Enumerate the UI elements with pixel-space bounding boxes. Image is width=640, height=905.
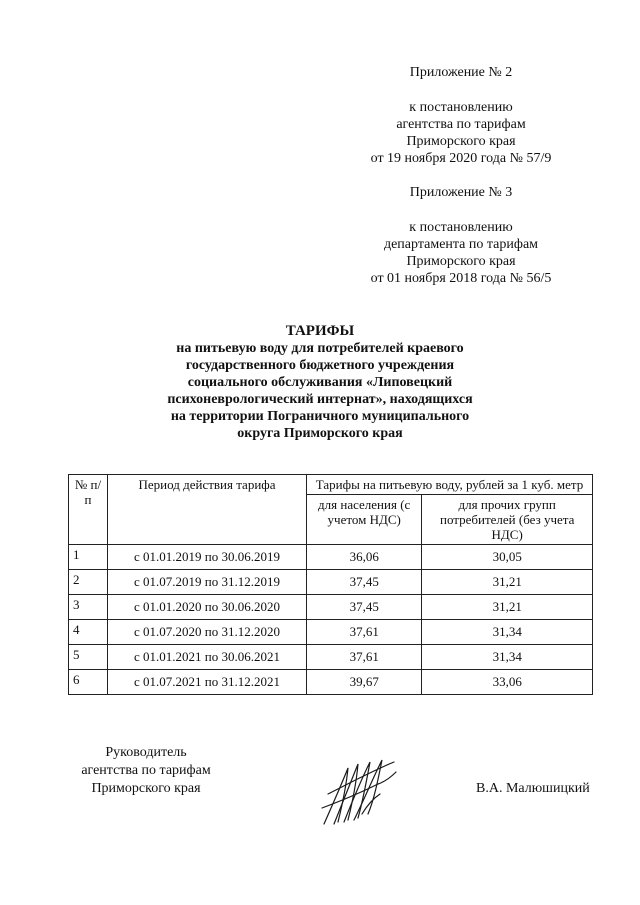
row-period: с 01.07.2019 по 31.12.2019 — [108, 570, 307, 595]
signatory-position-line: Руководитель — [105, 745, 187, 760]
appendix-3-block — [336, 184, 586, 287]
document-subtitle-line: психоневрологический интернат», находящихся — [167, 392, 473, 407]
document-subtitle-line: округа Приморского края — [237, 426, 403, 441]
row-other-tariff: 33,06 — [422, 670, 593, 695]
row-other-tariff: 31,34 — [422, 620, 593, 645]
document-subtitle-line: на территории Пограничного муниципального — [170, 409, 470, 424]
row-number: 3 — [69, 595, 108, 620]
row-other-tariff: 31,34 — [422, 645, 593, 670]
row-population-tariff: 36,06 — [307, 545, 422, 570]
table-row — [69, 620, 593, 645]
appendix-2-line: от 19 ноября 2020 года № 57/9 — [370, 151, 552, 166]
table-row — [69, 570, 593, 595]
document-subtitle-line: социального обслуживания «Липовецкий — [187, 375, 453, 390]
row-population-tariff: 37,45 — [307, 595, 422, 620]
header-population: для населения (с учетом НДС) — [307, 495, 422, 545]
row-other-tariff: 31,21 — [422, 595, 593, 620]
appendix-2-line: Приморского края — [406, 134, 516, 149]
row-period: с 01.07.2020 по 31.12.2020 — [108, 620, 307, 645]
signatory-position — [66, 744, 226, 798]
row-period: с 01.01.2021 по 30.06.2021 — [108, 645, 307, 670]
appendix-2-block — [336, 64, 586, 167]
appendix-3-line: департамента по тарифам — [383, 237, 539, 252]
row-number: 2 — [69, 570, 108, 595]
row-number: 4 — [69, 620, 108, 645]
row-other-tariff: 31,21 — [422, 570, 593, 595]
header-number: № п/п — [69, 475, 108, 545]
signatory-position-line: агентства по тарифам — [81, 763, 211, 778]
row-number: 1 — [69, 545, 108, 570]
row-number: 5 — [69, 645, 108, 670]
row-population-tariff: 37,61 — [307, 645, 422, 670]
appendix-3-line: Приморского края — [406, 254, 516, 269]
appendix-2-line: агентства по тарифам — [396, 117, 526, 132]
row-other-tariff: 30,05 — [422, 545, 593, 570]
row-number: 6 — [69, 670, 108, 695]
table-row — [69, 645, 593, 670]
appendix-3-title: Приложение № 3 — [409, 185, 513, 200]
header-other-consumers: для прочих групп потребителей (без учета НДС) — [422, 495, 593, 545]
appendix-3-line: от 01 ноября 2018 года № 56/5 — [370, 271, 552, 286]
handwritten-signature — [318, 754, 398, 829]
table-row — [69, 595, 593, 620]
document-title: ТАРИФЫ — [285, 323, 355, 339]
row-period: с 01.01.2020 по 30.06.2020 — [108, 595, 307, 620]
header-period: Период действия тарифа — [108, 475, 307, 545]
appendix-3-line: к постановлению — [409, 220, 513, 235]
appendix-2-title: Приложение № 2 — [409, 65, 513, 80]
row-population-tariff: 37,45 — [307, 570, 422, 595]
signatory-position-line: Приморского края — [91, 781, 201, 796]
table-row — [69, 545, 593, 570]
row-period: с 01.07.2021 по 31.12.2021 — [108, 670, 307, 695]
document-subtitle-line: на питьевую воду для потребителей краевого — [176, 341, 464, 356]
tariff-table — [68, 474, 593, 695]
signatory-name: В.А. Малюшицкий — [476, 781, 590, 796]
row-period: с 01.01.2019 по 30.06.2019 — [108, 545, 307, 570]
header-tariffs: Тарифы на питьевую воду, рублей за 1 куб. метр — [307, 475, 593, 495]
appendix-2-line: к постановлению — [409, 100, 513, 115]
document-subtitle-line: государственного бюджетного учреждения — [185, 358, 455, 373]
table-row — [69, 670, 593, 695]
document-title-block — [110, 323, 530, 442]
row-population-tariff: 39,67 — [307, 670, 422, 695]
row-population-tariff: 37,61 — [307, 620, 422, 645]
